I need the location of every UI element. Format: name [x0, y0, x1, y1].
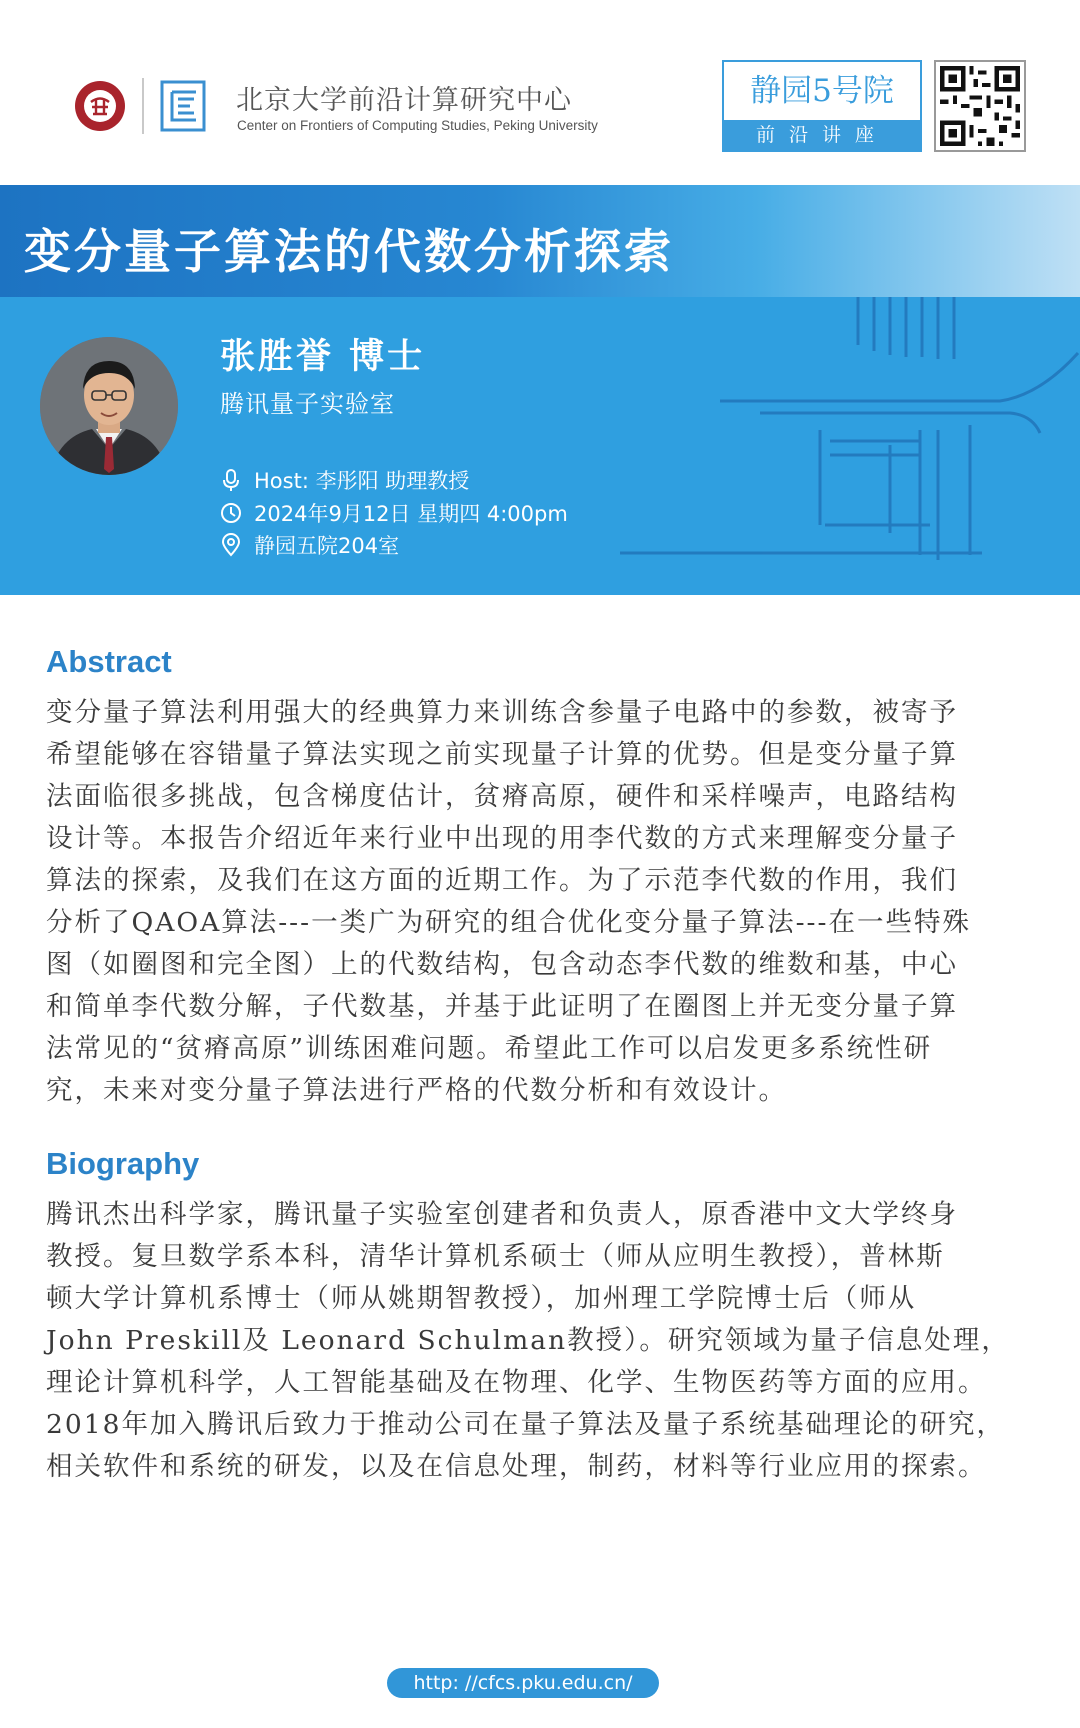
- lecture-series-badge: [722, 60, 922, 152]
- abstract-line: 变分量子算法利用强大的经典算力来训练含参量子电路中的参数，被寄予: [46, 697, 958, 728]
- location-pin-icon: [220, 533, 242, 557]
- speaker-avatar: [40, 337, 178, 475]
- abstract-heading: Abstract: [46, 644, 172, 679]
- biography-line: 理论计算机科学，人工智能基础及在物理、化学、生物医药等方面的应用。: [46, 1367, 987, 1398]
- abstract-line: 图（如圈图和完全图）上的代数结构，包含动态李代数的维数和基，中心: [46, 949, 958, 980]
- header: [0, 0, 1080, 185]
- org-name-en: Center on Frontiers of Computing Studies, Peking University: [237, 118, 598, 133]
- location-text: 静园五院204室: [254, 534, 400, 558]
- biography-line: 腾讯杰出科学家，腾讯量子实验室创建者和负责人，原香港中文大学终身: [46, 1199, 958, 1230]
- logo-divider: [142, 78, 144, 134]
- abstract-line: 和简单李代数分解，子代数基，并基于此证明了在圈图上并无变分量子算: [46, 991, 958, 1022]
- time-text: 2024年9月12日 星期四 4:00pm: [254, 502, 568, 526]
- abstract-text: [46, 692, 1046, 1112]
- host-text: Host: 李彤阳 助理教授: [254, 469, 470, 493]
- abstract-line: 算法的探索，及我们在这方面的近期工作。为了示范李代数的作用，我们: [46, 865, 958, 896]
- biography-line: 相关软件和系统的研发，以及在信息处理，制药，材料等行业应用的探索。: [46, 1451, 987, 1482]
- abstract-line: 究，未来对变分量子算法进行严格的代数分析和有效设计。: [46, 1075, 787, 1106]
- time-row: [220, 498, 568, 528]
- pavilion-decoration-icon: [620, 255, 1080, 595]
- cfcs-logo-icon: [160, 80, 206, 132]
- pku-seal-icon: [74, 80, 126, 132]
- speaker-name: 张胜誉 博士: [220, 336, 426, 377]
- website-url-link[interactable]: http: //cfcs.pku.edu.cn/: [387, 1668, 659, 1698]
- location-row: [220, 530, 399, 560]
- host-row: [220, 465, 469, 495]
- clock-icon: [220, 501, 242, 525]
- title-strip: [0, 185, 1080, 297]
- biography-line: 2018年加入腾讯后致力于推动公司在量子算法及量子系统基础理论的研究，: [46, 1409, 1005, 1440]
- abstract-line: 设计等。本报告介绍近年来行业中出现的用李代数的方式来理解变分量子: [46, 823, 958, 854]
- biography-line: John Preskill及 Leonard Schulman教授）。研究领域为量子信息处理，: [46, 1325, 1010, 1356]
- biography-line: 教授。复旦数学系本科，清华计算机系硕士（师从应明生教授），普林斯: [46, 1241, 945, 1272]
- series-subtitle: 前沿讲座: [724, 120, 920, 150]
- qr-code-icon: [934, 60, 1026, 152]
- biography-heading: Biography: [46, 1146, 200, 1181]
- abstract-line: 法常见的“贫瘠高原”训练困难问题。希望此工作可以启发更多系统性研: [46, 1033, 933, 1064]
- abstract-line: 分析了QAOA算法---一类广为研究的组合优化变分量子算法---在一些特殊: [46, 907, 971, 938]
- biography-line: 顿大学计算机系博士（师从姚期智教授），加州理工学院博士后（师从: [46, 1283, 917, 1314]
- abstract-line: 希望能够在容错量子算法实现之前实现量子计算的优势。但是变分量子算: [46, 739, 958, 770]
- speaker-affiliation: 腾讯量子实验室: [220, 390, 395, 418]
- talk-banner: [0, 185, 1080, 595]
- microphone-icon: [220, 468, 242, 492]
- abstract-line: 法面临很多挑战，包含梯度估计，贫瘠高原，硬件和采样噪声，电路结构: [46, 781, 958, 812]
- talk-title: 变分量子算法的代数分析探索: [24, 225, 674, 280]
- biography-text: [46, 1194, 1046, 1488]
- series-title: 静园5号院: [750, 73, 894, 109]
- org-name-cn: 北京大学前沿计算研究中心: [236, 85, 572, 116]
